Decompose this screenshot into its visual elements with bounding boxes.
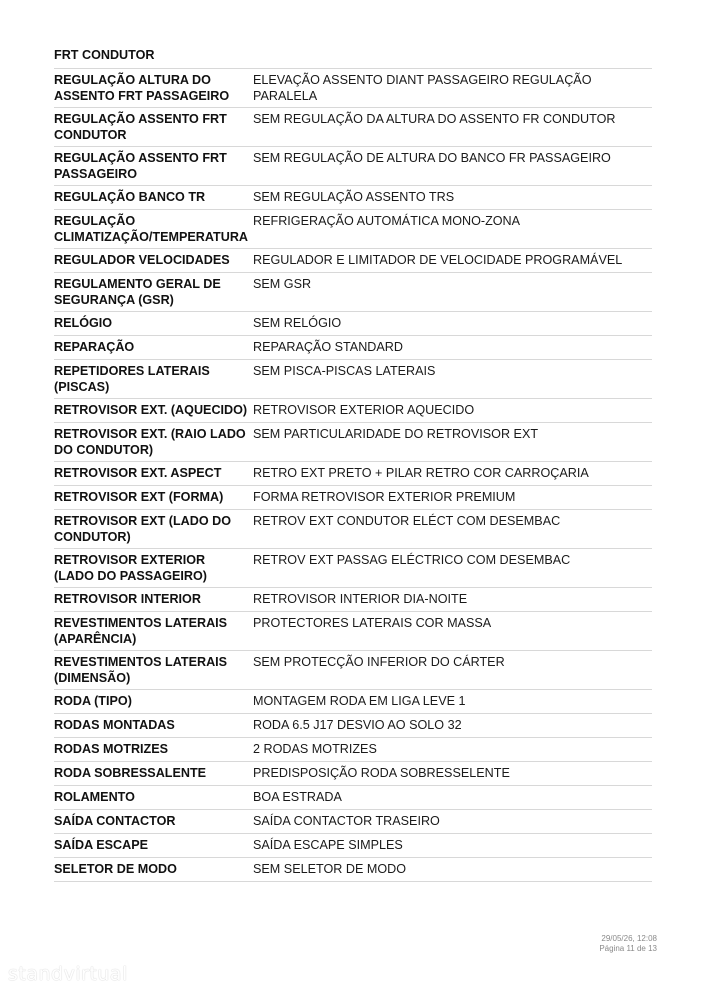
table-row	[54, 44, 652, 69]
table-row	[54, 810, 652, 834]
table-row	[54, 549, 652, 588]
row-label: SAÍDA CONTACTOR	[54, 814, 176, 828]
row-value: REGULADOR E LIMITADOR DE VELOCIDADE PROGRAMÁVEL	[253, 253, 623, 267]
row-label: RETROVISOR EXT. ASPECT	[54, 466, 222, 480]
standvirtual-watermark-logo: standvirtual	[8, 963, 128, 985]
row-label: REPETIDORES LATERAIS (PISCAS)	[54, 364, 210, 394]
row-label: RELÓGIO	[54, 316, 113, 330]
row-value: RETROVISOR INTERIOR DIA-NOITE	[253, 592, 468, 606]
row-label: RODAS MONTADAS	[54, 718, 175, 732]
row-label: REGULAÇÃO ASSENTO FRT CONDUTOR	[54, 112, 227, 142]
table-row	[54, 486, 652, 510]
row-value: PROTECTORES LATERAIS COR MASSA	[253, 616, 492, 630]
table-row	[54, 273, 652, 312]
table-row	[54, 69, 652, 108]
row-value: 2 RODAS MOTRIZES	[253, 742, 377, 756]
table-row	[54, 108, 652, 147]
row-value: SAÍDA ESCAPE SIMPLES	[253, 838, 403, 852]
specs-table	[54, 44, 652, 882]
row-label: FRT CONDUTOR	[54, 48, 155, 62]
row-label: SAÍDA ESCAPE	[54, 838, 149, 852]
row-value: SEM REGULAÇÃO DE ALTURA DO BANCO FR PASSAGEIRO	[253, 151, 611, 165]
table-row	[54, 510, 652, 549]
table-row	[54, 651, 652, 690]
row-label: RETROVISOR EXT. (AQUECIDO)	[54, 403, 248, 417]
table-row	[54, 762, 652, 786]
table-row	[54, 858, 652, 882]
row-label: RETROVISOR EXT (LADO DO CONDUTOR)	[54, 514, 232, 544]
table-row	[54, 738, 652, 762]
row-value: RETRO EXT PRETO + PILAR RETRO COR CARROÇARIA	[253, 466, 589, 480]
row-value	[253, 48, 652, 63]
row-label: REGULAÇÃO ASSENTO FRT PASSAGEIRO	[54, 151, 227, 181]
row-label: RETROVISOR EXTERIOR (LADO DO PASSAGEIRO)	[54, 553, 207, 583]
row-value: PREDISPOSIÇÃO RODA SOBRESSELENTE	[253, 766, 510, 780]
row-value: SEM REGULAÇÃO DA ALTURA DO ASSENTO FR CONDUTOR	[253, 112, 616, 126]
row-value: MONTAGEM RODA EM LIGA LEVE 1	[253, 694, 466, 708]
table-row	[54, 786, 652, 810]
row-label: RODA (TIPO)	[54, 694, 132, 708]
row-label: RODA SOBRESSALENTE	[54, 766, 207, 780]
row-label: REGULADOR VELOCIDADES	[54, 253, 230, 267]
row-label: RODAS MOTRIZES	[54, 742, 169, 756]
row-value: RETROVISOR EXTERIOR AQUECIDO	[253, 403, 475, 417]
row-value: ELEVAÇÃO ASSENTO DIANT PASSAGEIRO REGULAÇÃO PARALELA	[253, 73, 592, 103]
row-value: RODA 6.5 J17 DESVIO AO SOLO 32	[253, 718, 462, 732]
row-value: REPARAÇÃO STANDARD	[253, 340, 403, 354]
row-label: SELETOR DE MODO	[54, 862, 177, 876]
row-value: SEM PARTICULARIDADE DO RETROVISOR EXT	[253, 427, 539, 441]
table-row	[54, 834, 652, 858]
table-row	[54, 423, 652, 462]
row-label: REGULAÇÃO BANCO TR	[54, 190, 206, 204]
row-label: REVESTIMENTOS LATERAIS (APARÊNCIA)	[54, 616, 228, 646]
row-label: RETROVISOR EXT. (RAIO LADO DO CONDUTOR)	[54, 427, 246, 457]
row-value: FORMA RETROVISOR EXTERIOR PREMIUM	[253, 490, 516, 504]
row-label: RETROVISOR EXT (FORMA)	[54, 490, 224, 504]
table-row	[54, 612, 652, 651]
table-row	[54, 690, 652, 714]
row-label: REVESTIMENTOS LATERAIS (DIMENSÃO)	[54, 655, 228, 685]
row-label: REPARAÇÃO	[54, 340, 135, 354]
row-value: SEM PROTECÇÃO INFERIOR DO CÁRTER	[253, 655, 505, 669]
row-label: REGULAÇÃO CLIMATIZAÇÃO/TEMPERATURA	[54, 214, 249, 244]
row-label: REGULAÇÃO ALTURA DO ASSENTO FRT PASSAGEIRO	[54, 73, 230, 103]
footer-timestamp: 29/05/26, 12:08	[601, 934, 657, 943]
row-label: RETROVISOR INTERIOR	[54, 592, 201, 606]
table-row	[54, 186, 652, 210]
table-row	[54, 714, 652, 738]
row-value: SEM GSR	[253, 277, 312, 291]
row-value: REFRIGERAÇÃO AUTOMÁTICA MONO-ZONA	[253, 214, 521, 228]
page-footer	[599, 934, 657, 954]
row-value: SEM RELÓGIO	[253, 316, 342, 330]
table-row	[54, 249, 652, 273]
row-value: SEM REGULAÇÃO ASSENTO TRS	[253, 190, 455, 204]
table-row	[54, 360, 652, 399]
row-value: RETROV EXT CONDUTOR ELÉCT COM DESEMBAC	[253, 514, 561, 528]
row-label: ROLAMENTO	[54, 790, 135, 804]
table-row	[54, 210, 652, 249]
row-value: SEM SELETOR DE MODO	[253, 862, 407, 876]
table-row	[54, 462, 652, 486]
row-value: SAÍDA CONTACTOR TRASEIRO	[253, 814, 440, 828]
table-row	[54, 336, 652, 360]
footer-page-number: Página 11 de 13	[599, 944, 657, 953]
row-value: BOA ESTRADA	[253, 790, 342, 804]
row-label: REGULAMENTO GERAL DE SEGURANÇA (GSR)	[54, 277, 221, 307]
row-value: RETROV EXT PASSAG ELÉCTRICO COM DESEMBAC	[253, 553, 571, 567]
row-value: SEM PISCA-PISCAS LATERAIS	[253, 364, 436, 378]
table-row	[54, 399, 652, 423]
table-row	[54, 147, 652, 186]
table-row	[54, 588, 652, 612]
table-row	[54, 312, 652, 336]
